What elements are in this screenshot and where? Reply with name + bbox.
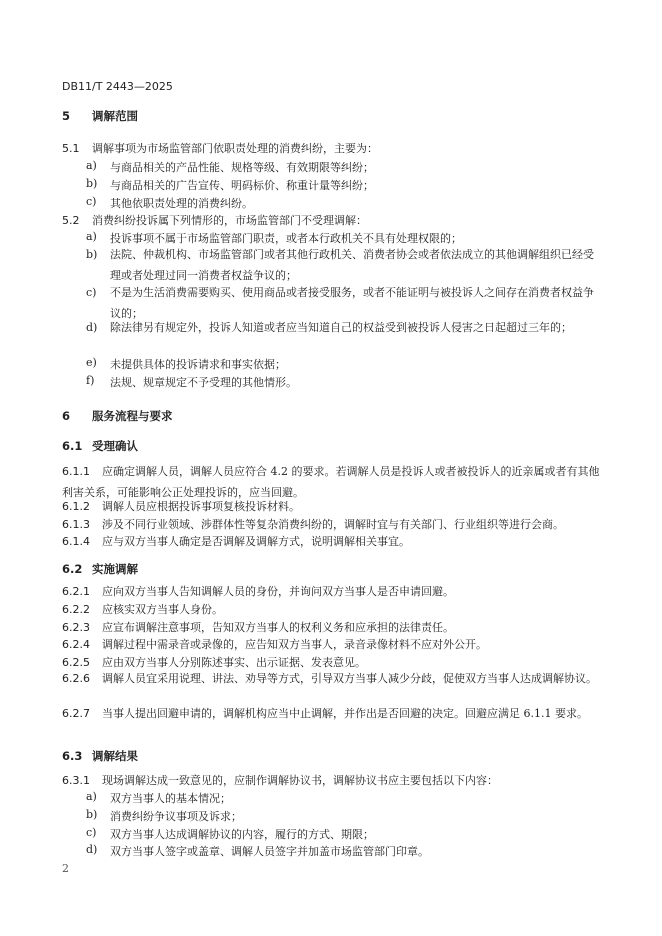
clause-text: 应确定调解人员，调解人员应符合 4.2 的要求。若调解人员是投诉人或者被投诉人的近亲属或者有其他利害关系，可能影响公正处理投诉的，应当回避。 bbox=[62, 465, 600, 499]
list-marker: a) bbox=[86, 790, 97, 803]
clause-text: 应由双方当事人分别陈述事实、出示证据、发表意见。 bbox=[102, 656, 366, 669]
clause-number: 6.1.2 bbox=[62, 500, 90, 513]
clause-number: 6.2.2 bbox=[62, 603, 90, 616]
list-marker: d) bbox=[86, 321, 98, 334]
clause-number: 6.2.5 bbox=[62, 656, 90, 669]
clause-text: 应向双方当事人告知调解人员的身份，并询问双方当事人是否申请回避。 bbox=[102, 585, 454, 598]
list-marker: a) bbox=[86, 230, 97, 243]
clause-6-1-1 bbox=[62, 461, 606, 503]
clause-6-1-3 bbox=[62, 516, 564, 532]
list-text: 双方当事人达成调解协议的内容，履行的方式、期限； bbox=[110, 828, 374, 841]
clause-number: 6.2.3 bbox=[62, 621, 90, 634]
list-text: 与商品相关的产品性能、规格等级、有效期限等纠纷； bbox=[110, 161, 374, 174]
clause-6-2-2 bbox=[62, 601, 223, 617]
section-title: 受理确认 bbox=[92, 439, 138, 453]
list-marker: c) bbox=[86, 826, 97, 839]
list-text: 消费纠纷争议事项及诉求； bbox=[110, 810, 242, 823]
clause-6-3-1 bbox=[62, 772, 498, 788]
section-number: 6.2 bbox=[62, 562, 83, 576]
section-5-heading bbox=[62, 108, 138, 124]
clause-number: 6.2.1 bbox=[62, 585, 90, 598]
list-text: 其他依职责处理的消费纠纷。 bbox=[110, 197, 253, 210]
list-text: 不是为生活消费需要购买、使用商品或者接受服务，或者不能证明与被投诉人之间存在消费者权益争议的； bbox=[110, 286, 594, 320]
clause-6-1-4 bbox=[62, 533, 410, 549]
clause-text: 应与双方当事人确定是否调解及调解方式，说明调解相关事宜。 bbox=[102, 535, 410, 548]
section-title: 调解结果 bbox=[92, 749, 138, 763]
section-title: 调解范围 bbox=[92, 109, 138, 123]
clause-text: 调解事项为市场监管部门依职责处理的消费纠纷，主要为： bbox=[92, 142, 378, 155]
list-marker: a) bbox=[86, 159, 97, 172]
list-marker: c) bbox=[86, 286, 97, 299]
list-text: 未提供具体的投诉请求和事实依据； bbox=[110, 358, 286, 371]
clause-text: 调解人员应根据投诉事项复核投诉材料。 bbox=[102, 500, 300, 513]
list-marker: b) bbox=[86, 177, 98, 190]
clause-text: 应宣布调解注意事项，告知双方当事人的权利义务和应承担的法律责任。 bbox=[102, 621, 454, 634]
clause-number: 6.1.3 bbox=[62, 518, 90, 531]
clause-6-2-6 bbox=[62, 668, 606, 689]
subsection-6-3-heading bbox=[62, 748, 138, 764]
clause-6-2-1 bbox=[62, 583, 454, 599]
list-text: 法院、仲裁机构、市场监管部门或者其他行政机关、消费者协会或者依法成立的其他调解组织已经受理或者处理过同一消费者权益争议的； bbox=[110, 248, 594, 282]
clause-text: 现场调解达成一致意见的，应制作调解协议书，调解协议书应主要包括以下内容： bbox=[102, 774, 498, 787]
section-number: 5 bbox=[62, 109, 71, 123]
clause-number: 5.1 bbox=[62, 142, 80, 155]
clause-number: 6.2.4 bbox=[62, 638, 90, 651]
list-marker: b) bbox=[86, 248, 98, 261]
section-number: 6.1 bbox=[62, 439, 83, 453]
list-text: 投诉事项不属于市场监管部门职责，或者本行政机关不具有处理权限的； bbox=[110, 232, 462, 245]
section-number: 6.3 bbox=[62, 749, 83, 763]
section-6-heading bbox=[62, 408, 173, 424]
list-text: 法规、规章规定不予受理的其他情形。 bbox=[110, 376, 297, 389]
section-number: 6 bbox=[62, 409, 71, 423]
list-marker: b) bbox=[86, 808, 98, 821]
clause-6-2-4 bbox=[62, 636, 487, 652]
subsection-6-2-heading bbox=[62, 561, 138, 577]
clause-text: 当事人提出回避申请的，调解机构应当中止调解，并作出是否回避的决定。回避应满足 6.1.1 要求。 bbox=[102, 707, 588, 720]
page-number: 2 bbox=[62, 862, 69, 875]
clause-6-2-3 bbox=[62, 619, 454, 635]
clause-number: 6.2.6 bbox=[62, 672, 90, 685]
clause-5-2 bbox=[62, 212, 367, 228]
list-marker: f) bbox=[86, 374, 95, 387]
clause-text: 涉及不同行业领域、涉群体性等复杂消费纠纷的，调解时宜与有关部门、行业组织等进行会商。 bbox=[102, 518, 564, 531]
list-marker: d) bbox=[86, 843, 98, 856]
clause-text: 消费纠纷投诉属下列情形的，市场监管部门不受理调解： bbox=[92, 214, 367, 227]
list-marker: c) bbox=[86, 195, 97, 208]
list-text: 除法律另有规定外，投诉人知道或者应当知道自己的权益受到被投诉人侵害之日起超过三年的； bbox=[110, 321, 572, 334]
clause-number: 6.2.7 bbox=[62, 707, 90, 720]
clause-5-1 bbox=[62, 140, 378, 156]
clause-number: 5.2 bbox=[62, 214, 80, 227]
clause-6-1-2 bbox=[62, 498, 300, 514]
clause-text: 调解过程中需录音或录像的，应告知双方当事人，录音录像材料不应对外公开。 bbox=[102, 638, 487, 651]
list-text: 与商品相关的广告宣传、明码标价、称重计量等纠纷； bbox=[110, 179, 374, 192]
clause-6-2-7 bbox=[62, 703, 606, 724]
subsection-6-1-heading bbox=[62, 438, 138, 454]
clause-number: 6.1.1 bbox=[62, 465, 90, 478]
standard-code: DB11/T 2443—2025 bbox=[62, 80, 173, 93]
clause-number: 6.1.4 bbox=[62, 535, 90, 548]
list-text: 双方当事人的基本情况； bbox=[110, 792, 231, 805]
list-marker: e) bbox=[86, 356, 97, 369]
section-title: 服务流程与要求 bbox=[92, 409, 173, 423]
clause-text: 应核实双方当事人身份。 bbox=[102, 603, 223, 616]
clause-number: 6.3.1 bbox=[62, 774, 90, 787]
clause-text: 调解人员宜采用说理、讲法、劝导等方式，引导双方当事人减少分歧，促使双方当事人达成调解协议。 bbox=[102, 672, 597, 685]
list-text: 双方当事人签字或盖章、调解人员签字并加盖市场监管部门印章。 bbox=[110, 845, 429, 858]
section-title: 实施调解 bbox=[92, 562, 138, 576]
